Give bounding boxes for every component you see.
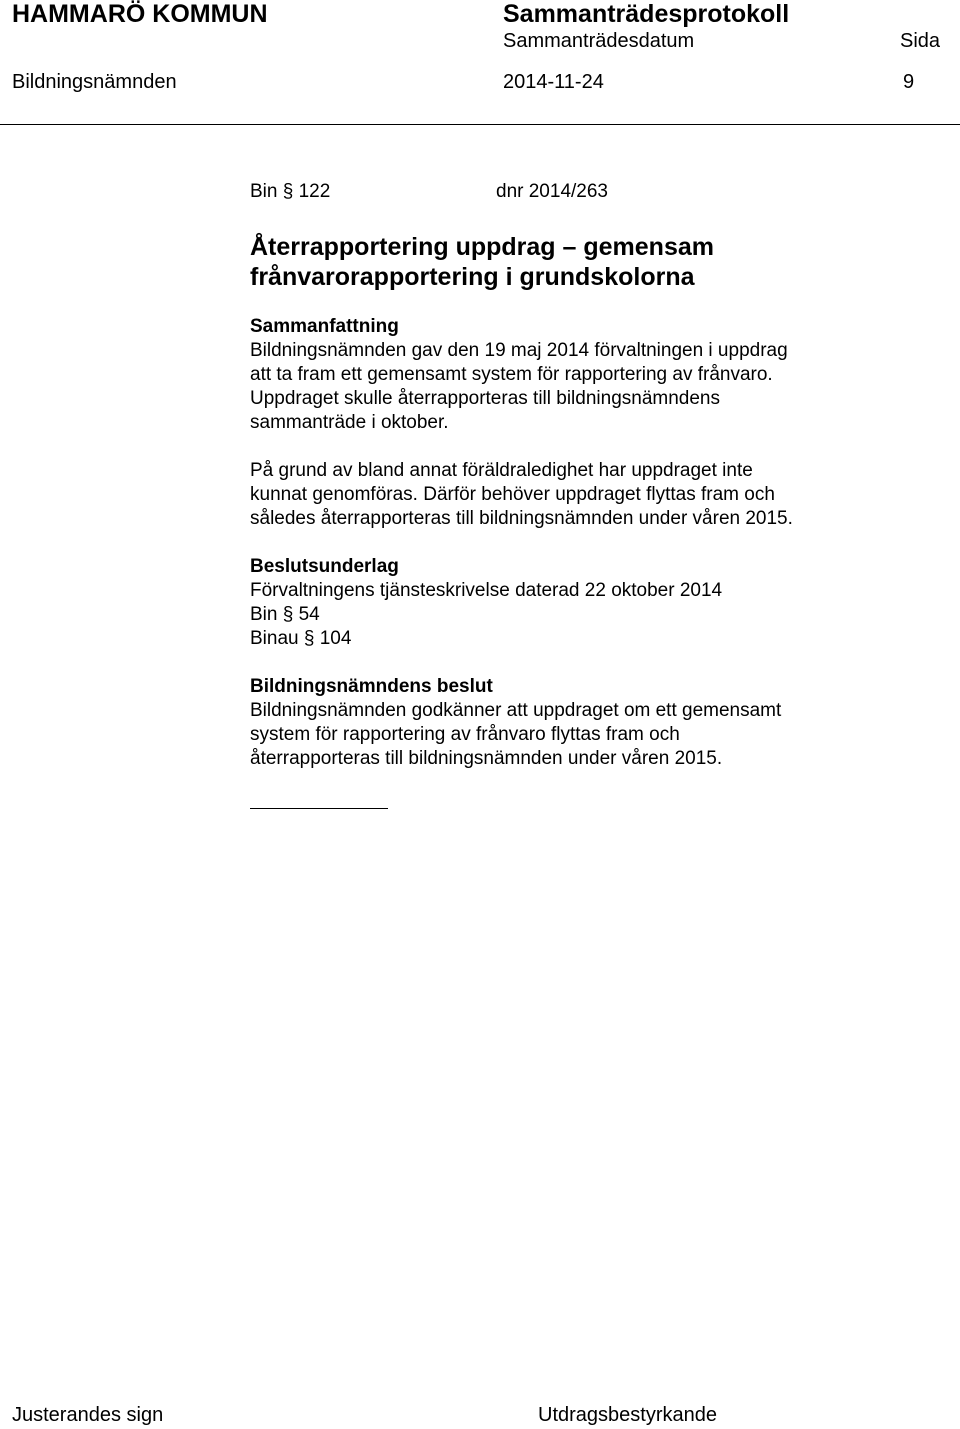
decision-paragraph: [250, 699, 940, 771]
summary-line: att ta fram ett gemensamt system för rapportering av frånvaro.: [250, 364, 773, 385]
summary-line: således återrapporteras till bildningsnämnden under våren 2015.: [250, 508, 793, 529]
decision-line: system för rapportering av frånvaro flyttas fram och: [250, 724, 680, 745]
decision-line: Bildningsnämnden godkänner att uppdraget om ett gemensamt: [250, 700, 782, 721]
item-title-line: Återrapportering uppdrag – gemensam: [250, 233, 714, 261]
footer-extract-certification: Utdragsbestyrkande: [538, 1404, 717, 1426]
basis-heading: Beslutsunderlag: [250, 556, 399, 577]
item-title: [250, 232, 940, 292]
summary-paragraph: [250, 339, 940, 435]
organization-name: HAMMARÖ KOMMUN: [12, 0, 268, 28]
summary-line: kunnat genomföras. Därför behöver uppdraget flyttas fram och: [250, 484, 775, 505]
decision-line: återrapporteras till bildningsnämnden under våren 2015.: [250, 748, 723, 769]
basis-item: Bin § 54: [250, 604, 320, 625]
page-label: Sida: [900, 30, 941, 52]
summary-line: På grund av bland annat föräldraledighet har uppdraget inte: [250, 460, 753, 481]
item-reference-line: [250, 180, 940, 208]
registration-number: dnr 2014/263: [496, 181, 608, 202]
basis-list: [250, 579, 940, 651]
header-divider: [0, 124, 960, 125]
summary-heading: Sammanfattning: [250, 316, 399, 337]
summary-line: sammanträde i oktober.: [250, 412, 449, 433]
committee-name: Bildningsnämnden: [12, 71, 177, 93]
summary-line: Bildningsnämnden gav den 19 maj 2014 förvaltningen i uppdrag: [250, 340, 788, 361]
summary-paragraph: [250, 459, 940, 531]
end-rule: [250, 808, 388, 809]
page-number: 9: [903, 71, 915, 93]
summary-line: Uppdraget skulle återrapporteras till bildningsnämndens: [250, 388, 720, 409]
basis-item: Binau § 104: [250, 628, 352, 649]
paragraph-reference: Bin § 122: [250, 181, 331, 202]
protocol-item: [250, 180, 940, 771]
meeting-date-label: Sammanträdesdatum: [503, 30, 695, 52]
meeting-date: 2014-11-24: [503, 71, 604, 93]
footer-adjuster-signature: Justerandes sign: [12, 1404, 164, 1426]
item-title-line: frånvarorapportering i grundskolorna: [250, 263, 695, 291]
document-type: Sammanträdesprotokoll: [503, 0, 790, 28]
decision-heading: Bildningsnämndens beslut: [250, 676, 493, 697]
basis-item: Förvaltningens tjänsteskrivelse daterad 22 oktober 2014: [250, 580, 723, 601]
